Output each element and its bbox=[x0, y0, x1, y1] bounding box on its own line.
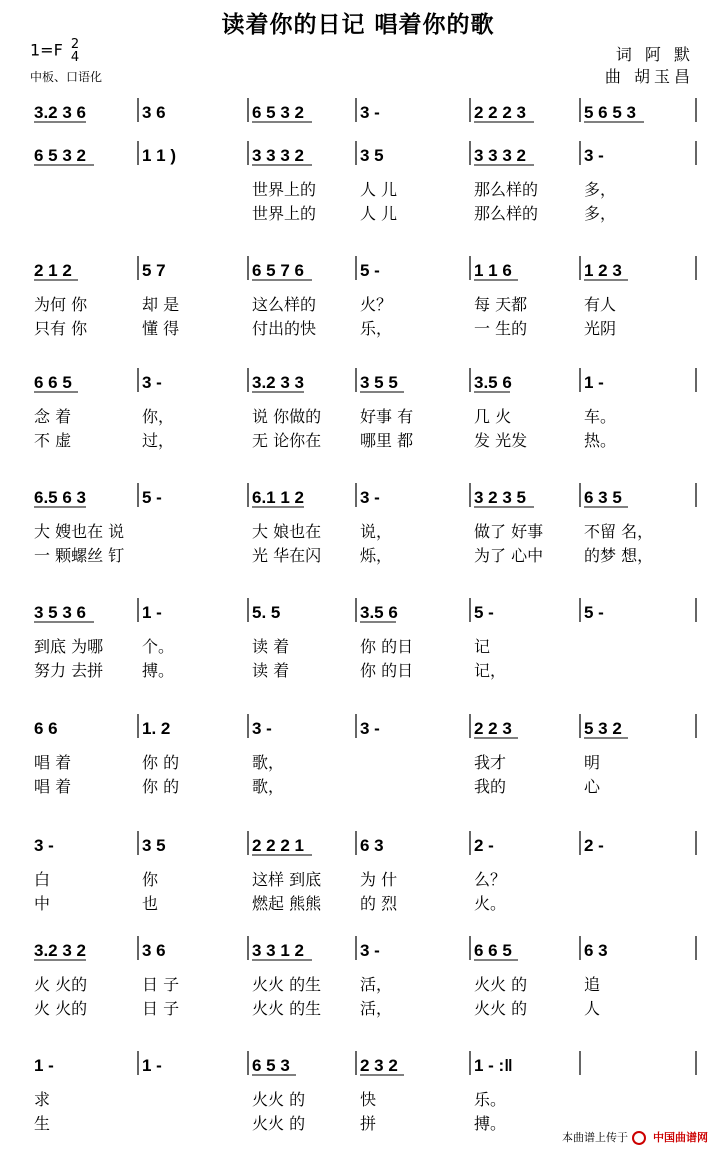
lyric-syllables: 唱 着 bbox=[34, 777, 72, 796]
lyric-syllables: 明 bbox=[584, 753, 601, 772]
lyric-syllables: 火火 的 bbox=[252, 1114, 306, 1133]
measure-notes: 1 - :‖ bbox=[474, 1056, 513, 1075]
measure-notes: 6 3 5 bbox=[584, 488, 622, 507]
lyric-syllables: 光阴 bbox=[584, 319, 617, 338]
site-name: 中国曲谱网 bbox=[653, 1131, 708, 1144]
measure-notes: 5 6 5 3 bbox=[584, 103, 636, 122]
measure-notes: 5 - bbox=[360, 261, 380, 280]
lyric-syllables: 也 bbox=[142, 894, 159, 913]
lyric-syllables: 每 天都 bbox=[474, 295, 528, 314]
measure-notes: 3 2 3 5 bbox=[474, 488, 526, 507]
lyric-syllables: 火火 的 bbox=[474, 999, 528, 1018]
lyric-syllables: 到底 为哪 bbox=[34, 637, 104, 656]
lyric-syllables: 人 儿 bbox=[360, 204, 398, 223]
lyric-syllables: 乐， bbox=[360, 319, 393, 338]
lyric-syllables: 念 着 bbox=[34, 407, 72, 426]
lyric-syllables: 这样 到底 bbox=[252, 870, 322, 889]
lyric-syllables: 做了 好事 bbox=[474, 522, 544, 541]
lyric-syllables: 懂 得 bbox=[142, 319, 180, 338]
lyric-syllables: 烁， bbox=[360, 546, 393, 565]
measure-notes: 3 - bbox=[360, 941, 380, 960]
measure-notes: 3 5 5 bbox=[360, 373, 398, 392]
lyric-syllables: 你 bbox=[142, 870, 159, 889]
lyric-syllables: 追 bbox=[584, 975, 601, 994]
site-logo-icon bbox=[632, 1131, 646, 1145]
lyric-syllables: 日 子 bbox=[142, 975, 180, 994]
measure-notes: 2 2 2 3 bbox=[474, 103, 526, 122]
measure-notes: 6 6 5 bbox=[474, 941, 512, 960]
lyric-syllables: 火？ bbox=[360, 295, 393, 314]
measure-notes: 3.5 6 bbox=[474, 373, 512, 392]
measure-notes: 6.5 6 3 bbox=[34, 488, 86, 507]
song-title: 读着你的日记 唱着你的歌 bbox=[221, 12, 495, 38]
lyric-syllables: 火火 的 bbox=[474, 975, 528, 994]
lyric-syllables: 为了 心中 bbox=[474, 546, 544, 565]
measure-notes: 5 7 bbox=[142, 261, 166, 280]
measure-notes: 6 6 5 bbox=[34, 373, 72, 392]
measure-notes: 6 5 3 2 bbox=[252, 103, 304, 122]
lyric-syllables: 付出的快 bbox=[252, 319, 317, 338]
lyric-syllables: 日 子 bbox=[142, 999, 180, 1018]
measure-notes: 3 - bbox=[142, 373, 162, 392]
lyric-syllables: 光 华在闪 bbox=[252, 546, 322, 565]
measure-notes: 3.2 3 6 bbox=[34, 103, 86, 122]
lyric-syllables: 你 的日 bbox=[360, 661, 414, 680]
lyric-syllables: 搏。 bbox=[474, 1114, 507, 1133]
measure-notes: 2 3 2 bbox=[360, 1056, 398, 1075]
measure-notes: 1 - bbox=[142, 603, 162, 622]
measure-notes: 1 1 ) bbox=[142, 146, 177, 165]
lyric-syllables: 唱 着 bbox=[34, 753, 72, 772]
measure-notes: 3 - bbox=[252, 719, 272, 738]
measure-notes: 6 3 bbox=[584, 941, 608, 960]
lyric-syllables: 燃起 熊熊 bbox=[252, 894, 322, 913]
measure-notes: 3.5 6 bbox=[360, 603, 398, 622]
lyric-syllables: 车。 bbox=[584, 407, 617, 426]
lyric-syllables: 个。 bbox=[142, 637, 175, 656]
measure-notes: 3 3 3 2 bbox=[474, 146, 526, 165]
lyric-syllables: 歌， bbox=[252, 753, 285, 772]
lyric-syllables: 活， bbox=[360, 975, 393, 994]
measure-notes: 3 - bbox=[584, 146, 604, 165]
measure-notes: 3 5 bbox=[142, 836, 166, 855]
lyric-syllables: 不留 名， bbox=[584, 522, 654, 541]
measure-notes: 3 3 1 2 bbox=[252, 941, 304, 960]
lyric-syllables: 活， bbox=[360, 999, 393, 1018]
lyric-syllables: 拼 bbox=[360, 1114, 377, 1133]
lyric-syllables: 白 bbox=[34, 870, 51, 889]
lyric-syllables: 搏。 bbox=[142, 661, 175, 680]
measure-notes: 5 - bbox=[474, 603, 494, 622]
lyric-syllables: 么？ bbox=[474, 870, 507, 889]
lyric-syllables: 读 着 bbox=[252, 661, 290, 680]
measure-notes: 3 3 3 2 bbox=[252, 146, 304, 165]
measure-notes: 3 - bbox=[360, 719, 380, 738]
measure-notes: 6 5 3 2 bbox=[34, 146, 86, 165]
time-bottom: 4 bbox=[70, 50, 80, 65]
lyric-syllables: 说 你做的 bbox=[252, 407, 322, 426]
lyric-syllables: 歌， bbox=[252, 777, 285, 796]
measure-notes: 5. 5 bbox=[252, 603, 281, 622]
measure-notes: 1 - bbox=[142, 1056, 162, 1075]
measure-notes: 6 3 bbox=[360, 836, 384, 855]
lyric-syllables: 火火 的 bbox=[252, 1090, 306, 1109]
lyric-syllables: 读 着 bbox=[252, 637, 290, 656]
measure-notes: 1 - bbox=[34, 1056, 54, 1075]
measure-notes: 3 - bbox=[360, 488, 380, 507]
lyric-syllables: 却 是 bbox=[142, 295, 180, 314]
lyric-syllables: 的 烈 bbox=[360, 894, 398, 913]
lyric-syllables: 世界上的 bbox=[252, 204, 317, 223]
measure-notes: 5 3 2 bbox=[584, 719, 622, 738]
lyric-syllables: 那么样的 bbox=[474, 204, 539, 223]
measure-notes: 6 5 3 bbox=[252, 1056, 290, 1075]
lyric-syllables: 那么样的 bbox=[474, 180, 539, 199]
lyric-syllables: 过， bbox=[142, 431, 175, 450]
measure-notes: 2 2 3 bbox=[474, 719, 512, 738]
measure-notes: 3.2 3 3 bbox=[252, 373, 304, 392]
lyric-syllables: 你 的 bbox=[142, 777, 180, 796]
lyric-syllables: 你 的 bbox=[142, 753, 180, 772]
lyric-syllables: 的梦 想， bbox=[584, 546, 654, 565]
lyric-syllables: 无 论你在 bbox=[252, 431, 322, 450]
lyric-syllables: 生 bbox=[34, 1114, 51, 1133]
lyric-syllables: 人 儿 bbox=[360, 180, 398, 199]
measure-notes: 3 6 bbox=[142, 103, 166, 122]
lyric-syllables: 发 光发 bbox=[474, 431, 528, 450]
measure-notes: 1 - bbox=[584, 373, 604, 392]
lyric-syllables: 不 虚 bbox=[34, 431, 72, 450]
lyric-syllables: 火火 的生 bbox=[252, 999, 322, 1018]
lyric-syllables: 为 什 bbox=[360, 870, 398, 889]
lyric-syllables: 努力 去拼 bbox=[34, 661, 104, 680]
measure-notes: 3.2 3 2 bbox=[34, 941, 86, 960]
tempo-marking: 中板、口语化 bbox=[30, 70, 103, 84]
measure-notes: 3 - bbox=[34, 836, 54, 855]
lyric-syllables: 有人 bbox=[584, 295, 617, 314]
lyric-syllables: 大 娘也在 bbox=[252, 522, 322, 541]
key-signature bbox=[30, 38, 79, 64]
measure-notes: 2 1 2 bbox=[34, 261, 72, 280]
footer-watermark bbox=[562, 1129, 708, 1145]
measure-notes: 2 2 2 1 bbox=[252, 836, 304, 855]
measure-notes: 6 5 7 6 bbox=[252, 261, 304, 280]
lyric-syllables: 大 嫂也在 说 bbox=[34, 522, 125, 541]
lyric-syllables: 记， bbox=[474, 661, 507, 680]
lyricist-credit: 词 阿 默 bbox=[615, 45, 694, 64]
lyric-syllables: 我才 bbox=[474, 753, 507, 772]
lyric-syllables: 你 的日 bbox=[360, 637, 414, 656]
measure-notes: 1 2 3 bbox=[584, 261, 622, 280]
lyric-syllables: 乐。 bbox=[474, 1090, 507, 1109]
lyric-syllables: 好事 有 bbox=[360, 407, 414, 426]
lyric-syllables: 火 火的 bbox=[34, 999, 88, 1018]
measure-notes: 5 - bbox=[584, 603, 604, 622]
lyric-syllables: 火火 的生 bbox=[252, 975, 322, 994]
lyric-syllables: 我的 bbox=[474, 777, 507, 796]
measure-notes: 5 - bbox=[142, 488, 162, 507]
measure-notes: 3 5 3 6 bbox=[34, 603, 86, 622]
lyric-syllables: 哪里 都 bbox=[360, 431, 414, 450]
lyric-syllables: 多， bbox=[584, 180, 617, 199]
lyric-syllables: 中 bbox=[34, 894, 51, 913]
measure-notes: 2 - bbox=[474, 836, 494, 855]
lyric-syllables: 说， bbox=[360, 522, 393, 541]
measure-notes: 2 - bbox=[584, 836, 604, 855]
lyric-syllables: 求 bbox=[34, 1090, 51, 1109]
lyric-syllables: 为何 你 bbox=[34, 295, 88, 314]
lyric-syllables: 人 bbox=[584, 999, 601, 1018]
lyric-syllables: 一 颗螺丝 钉 bbox=[34, 546, 125, 565]
lyric-syllables: 火。 bbox=[474, 894, 507, 913]
lyric-syllables: 世界上的 bbox=[252, 180, 317, 199]
lyric-syllables: 快 bbox=[360, 1090, 377, 1109]
composer-credit: 曲 胡玉昌 bbox=[604, 67, 694, 86]
lyric-syllables: 一 生的 bbox=[474, 319, 528, 338]
measure-notes: 6 6 bbox=[34, 719, 58, 738]
lyric-syllables: 你， bbox=[142, 407, 175, 426]
lyric-syllables: 心 bbox=[584, 777, 601, 796]
lyric-syllables: 火 火的 bbox=[34, 975, 88, 994]
lyric-syllables: 记 bbox=[474, 637, 491, 656]
measure-notes: 1. 2 bbox=[142, 719, 171, 738]
lyric-syllables: 只有 你 bbox=[34, 319, 88, 338]
measure-notes: 3 5 bbox=[360, 146, 384, 165]
measure-notes: 1 1 6 bbox=[474, 261, 512, 280]
key-label: 1=F bbox=[30, 40, 63, 60]
measure-notes: 3 6 bbox=[142, 941, 166, 960]
lyric-syllables: 几 火 bbox=[474, 407, 512, 426]
upload-text: 本曲谱上传于 bbox=[562, 1131, 628, 1144]
measure-notes: 6.1 1 2 bbox=[252, 488, 304, 507]
lyric-syllables: 多， bbox=[584, 204, 617, 223]
lyric-syllables: 这么样的 bbox=[252, 295, 317, 314]
measure-notes: 3 - bbox=[360, 103, 380, 122]
time-top: 2 bbox=[70, 37, 80, 52]
time-signature bbox=[71, 38, 79, 64]
lyric-syllables: 热。 bbox=[584, 431, 617, 450]
